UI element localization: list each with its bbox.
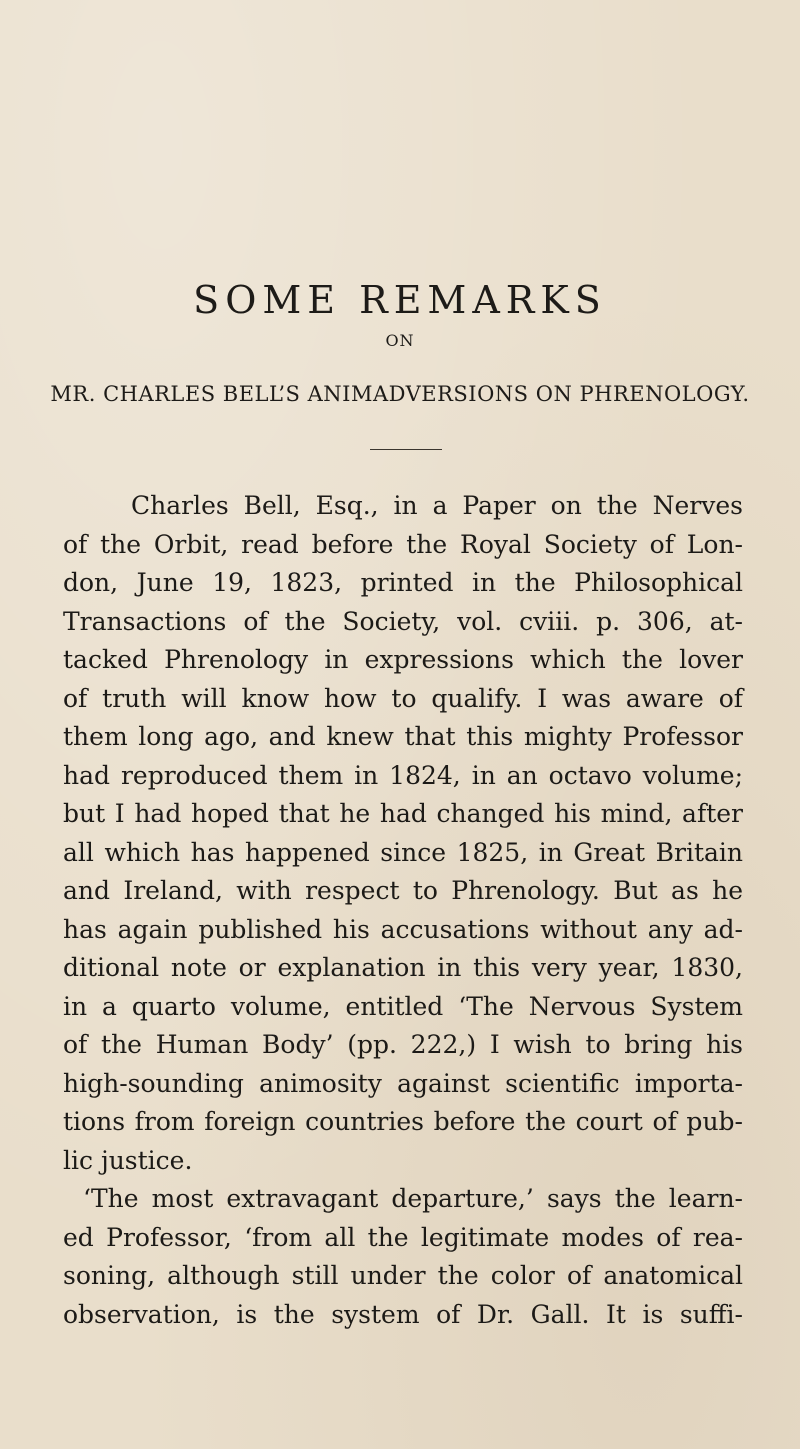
text-line: and Ireland, with respect to Phrenology. But as he xyxy=(63,876,743,905)
text-line: all which has happened since 1825, in Great Britain xyxy=(63,837,743,867)
title-connector: ON xyxy=(385,331,415,350)
text-line: of truth will know how to qualify. I was aware of xyxy=(63,683,743,713)
text-line: ed Professor, ‘from all the legitimate modes of rea- xyxy=(63,1222,743,1252)
text-line: observation, is the system of Dr. Gall. It is suffi- xyxy=(63,1299,743,1329)
title-divider xyxy=(370,449,442,450)
page-title: SOME REMARKS xyxy=(193,278,607,322)
text-line: don, June 19, 1823, printed in the Philosophical xyxy=(63,568,743,597)
page-subtitle: MR. CHARLES BELL’S ANIMADVERSIONS ON PHRENOLOGY. xyxy=(50,382,750,406)
paragraph-2 xyxy=(63,1180,743,1334)
text-line: soning, although still under the color of anatomical xyxy=(63,1261,743,1290)
text-line: them long ago, and knew that this mighty Professor xyxy=(63,722,743,751)
text-line: has again published his accusations without any ad- xyxy=(63,914,743,944)
text-line: but I had hoped that he had changed his mind, after xyxy=(63,799,743,828)
paragraph-1 xyxy=(63,487,743,1180)
text-line: ‘The most extravagant departure,’ says the learn- xyxy=(83,1184,743,1213)
text-line: ditional note or explanation in this very year, 1830, xyxy=(63,953,743,982)
text-line: tions from foreign countries before the court of pub- xyxy=(63,1107,743,1136)
text-line: of the Human Body’ (pp. 222,) I wish to bring his xyxy=(63,1030,743,1059)
text-line: Charles Bell, Esq., in a Paper on the Nerves xyxy=(131,491,743,520)
text-line: high-sounding animosity against scientific importa- xyxy=(63,1068,743,1098)
text-line: in a quarto volume, entitled ‘The Nervous System xyxy=(63,991,743,1021)
text-line: lic justice. xyxy=(63,1145,193,1175)
text-line: Transactions of the Society, vol. cviii. p. 306, at- xyxy=(63,606,743,636)
text-line: tacked Phrenology in expressions which the lover xyxy=(63,645,743,674)
text-line: had reproduced them in 1824, in an octavo volume; xyxy=(63,760,743,790)
text-line: of the Orbit, read before the Royal Society of Lon- xyxy=(63,529,743,559)
body-text xyxy=(63,487,743,1334)
